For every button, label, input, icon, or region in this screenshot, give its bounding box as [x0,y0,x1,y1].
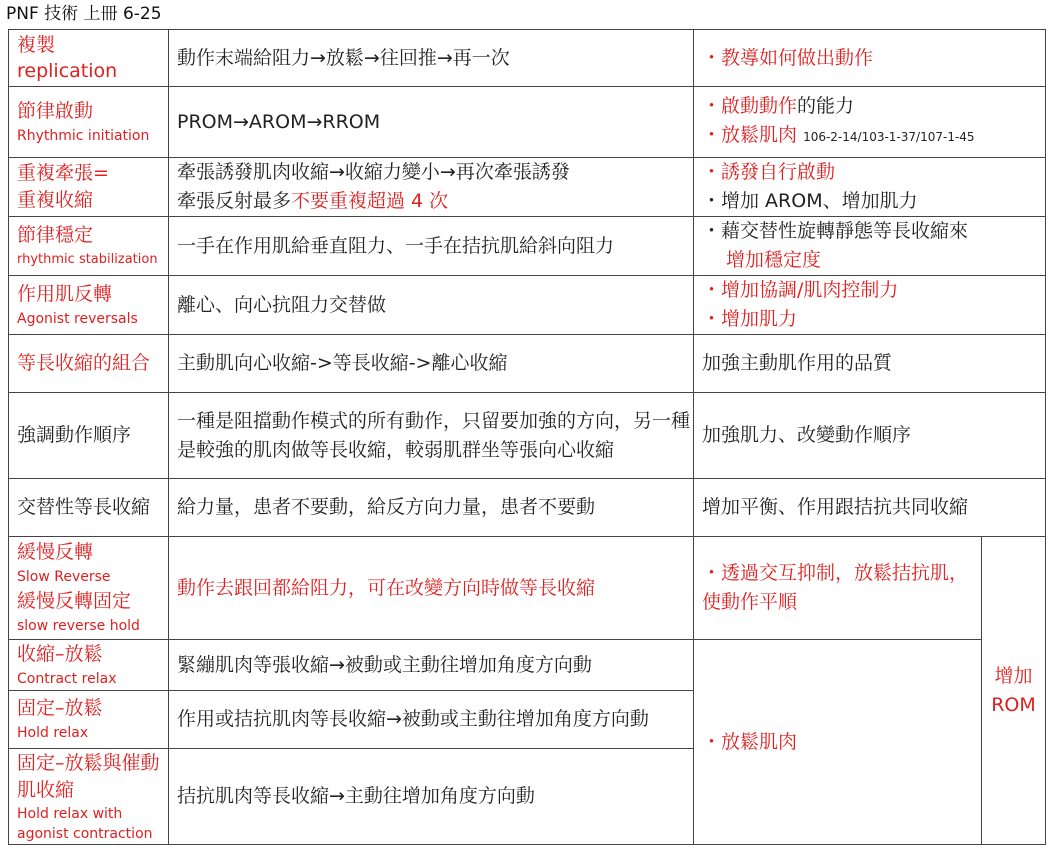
purpose-item: ・誘發自行啟動 [702,161,836,183]
technique-name-zh: 複製 [17,34,56,56]
purpose-item: 增加平衡、作用跟拮抗共同收縮 [702,496,969,518]
technique-name-zh: 重複收縮 [17,189,94,211]
method-cell [169,158,694,217]
technique-name-en: Contract relax [17,670,117,687]
method-cell [169,30,694,87]
technique-name-cell [9,479,169,537]
table-row [9,393,1046,479]
method-cell [169,217,694,276]
purpose-cell [694,640,982,845]
purpose-cell [694,158,1046,217]
table-row [9,30,1046,87]
method-text: 緊繃肌肉等張收縮→被動或主動往增加角度方向動 [177,653,592,676]
exam-reference: 106-2-14/103-1-37/107-1-45 [803,130,975,144]
technique-name-en: rhythmic stabilization [17,251,158,267]
table-row [9,158,1046,217]
method-cell [169,276,694,335]
method-text: PROM→AROM→RROM [177,110,381,133]
table-row [9,217,1046,276]
method-cell [169,537,694,640]
technique-name-zh: 收縮–放鬆 [17,642,103,665]
technique-name-en: Rhythmic initiation [17,127,150,144]
purpose-item: ・教導如何做出動作 [702,46,874,69]
page-title: PNF 技術 上冊 6-25 [6,4,162,24]
technique-name-cell [9,158,169,217]
technique-name-cell [9,640,169,691]
technique-name-cell [9,537,169,640]
method-text: 動作去跟回都給阻力，可在改變方向時做等長收縮 [177,576,596,599]
technique-name-cell [9,393,169,479]
method-text: 作用或拮抗肌肉等長收縮→被動或主動往增加角度方向動 [177,708,649,730]
technique-name-zh: 節律穩定 [17,223,94,246]
purpose-cell [694,30,1046,87]
technique-name-cell [9,749,169,845]
technique-name-en: replication [17,60,118,82]
rom-cell [982,537,1046,845]
technique-name-zh: 節律啟動 [17,99,94,122]
purpose-item: ・放鬆肌肉 [702,124,798,146]
purpose-cell [694,537,982,640]
purpose-item: ・藉交替性旋轉靜態等長收縮來 [702,220,969,242]
technique-name-zh: 等長收縮的組合 [17,352,151,374]
method-warning: 不要重複超過 4 次 [291,190,449,212]
method-text: 主動肌向心收縮->等長收縮->離心收縮 [177,352,508,374]
purpose-item: ・啟動動作 [702,95,798,117]
pnf-technique-table [8,29,1046,845]
method-cell [169,87,694,158]
method-cell [169,749,694,845]
method-text: 牽張反射最多 [177,190,292,212]
technique-name-zh: 作用肌反轉 [17,282,113,305]
technique-name-cell [9,691,169,749]
purpose-item: 加強肌力、改變動作順序 [702,424,912,446]
method-text: 動作末端給阻力→放鬆→往回推→再一次 [177,46,510,69]
technique-name-cell [9,276,169,335]
rom-label: 增加ROM [991,664,1036,716]
table-row [9,335,1046,393]
method-text: 離心、向心抗阻力交替做 [177,293,387,316]
method-cell [169,393,694,479]
method-text: 牽張誘發肌肉收縮→收縮力變小→再次牽張誘發 [177,161,570,183]
purpose-item: 增加穩定度 [726,249,822,271]
table-row [9,87,1046,158]
technique-name-zh: 重複牽張= [17,162,109,184]
purpose-cell [694,87,1046,158]
technique-name-cell [9,30,169,87]
table-row [9,537,1046,640]
table-row [9,276,1046,335]
technique-name-en: Hold relax with agonist contraction [17,805,153,842]
technique-name-en: slow reverse hold [17,618,140,634]
technique-name-zh: 強調動作順序 [17,424,132,446]
technique-name-en: Agonist reversals [17,310,138,327]
technique-name-zh: 固定–放鬆 [17,697,103,719]
technique-name-cell [9,87,169,158]
table-row [9,640,1046,691]
purpose-cell [694,217,1046,276]
purpose-item: ・增加 AROM、增加肌力 [702,190,918,212]
method-text: 拮抗肌肉等長收縮→主動往增加角度方向動 [177,785,535,807]
purpose-cell [694,479,1046,537]
table-row [9,479,1046,537]
purpose-item: ・增加協調/肌肉控制力 [702,279,899,301]
purpose-item-suffix: 的能力 [797,95,855,117]
method-text: 一種是阻擋動作模式的所有動作，只留要加強的方向，另一種是較強的肌肉做等長收縮，較弱肌群坐等張向心收縮 [177,409,691,461]
method-cell [169,691,694,749]
technique-name-en: Slow Reverse [17,569,111,585]
method-cell [169,335,694,393]
purpose-item: ・放鬆肌肉 [702,730,798,753]
purpose-cell [694,335,1046,393]
method-cell [169,479,694,537]
purpose-item: ・透過交互抑制，放鬆拮抗肌，使動作平順 [702,562,969,613]
purpose-cell [694,276,1046,335]
technique-name-zh: 交替性等長收縮 [17,496,151,518]
purpose-item: 加強主動肌作用的品質 [702,352,893,374]
technique-name-zh: 固定–放鬆與催動肌收縮 [17,751,160,801]
technique-name-cell [9,335,169,393]
technique-name-en: Hold relax [17,725,89,741]
method-cell [169,640,694,691]
method-text: 一手在作用肌給垂直阻力、一手在拮抗肌給斜向阻力 [177,234,615,257]
purpose-item: ・增加肌力 [702,308,798,330]
method-text: 給力量，患者不要動，給反方向力量，患者不要動 [177,496,596,518]
technique-name-cell [9,217,169,276]
technique-name-zh: 緩慢反轉固定 [17,590,132,612]
purpose-cell [694,393,1046,479]
technique-name-zh: 緩慢反轉 [17,541,94,563]
